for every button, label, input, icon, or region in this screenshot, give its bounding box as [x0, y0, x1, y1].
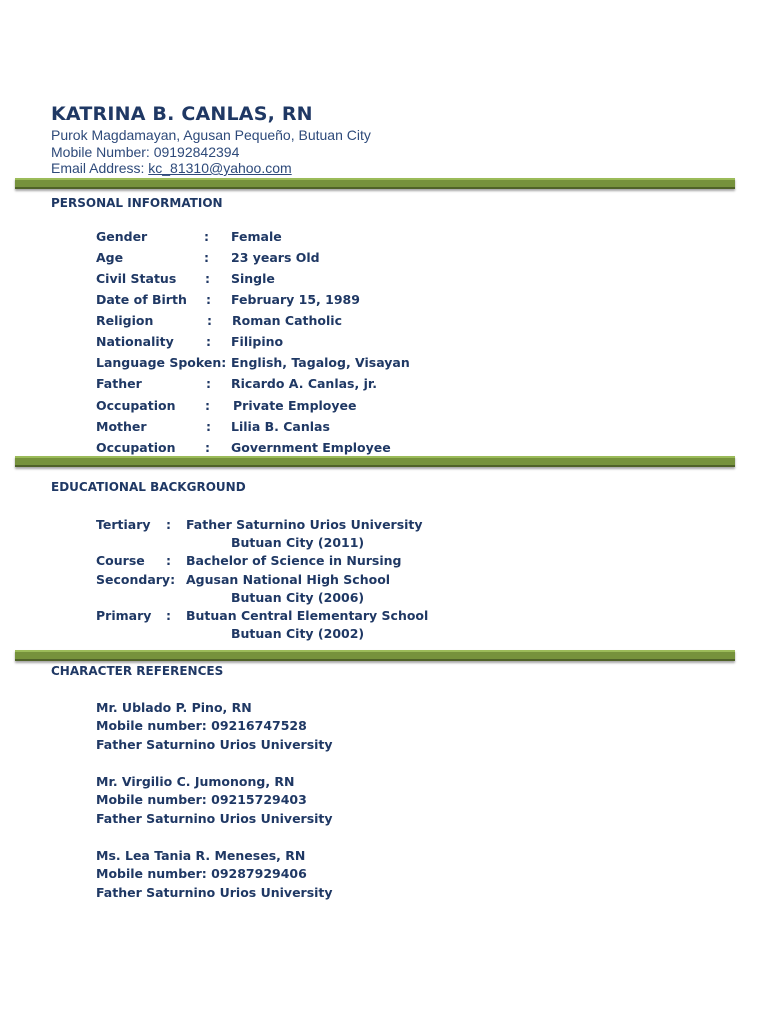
- info-value: English, Tagalog, Visayan: [231, 355, 410, 370]
- info-value: Roman Catholic: [232, 313, 342, 328]
- info-value: 23 years Old: [231, 250, 320, 265]
- info-value: Female: [231, 229, 282, 244]
- reference-org: Father Saturnino Urios University: [96, 885, 333, 900]
- tertiary-separator: :: [166, 517, 171, 532]
- info-label: Age: [96, 250, 124, 265]
- info-label: Date of Birth: [96, 292, 187, 307]
- info-label: Language Spoken:: [96, 355, 227, 370]
- info-separator: :: [207, 313, 212, 328]
- info-separator: :: [206, 419, 211, 434]
- info-value: Private Employee: [233, 398, 357, 413]
- reference-mobile: Mobile number: 09215729403: [96, 792, 307, 807]
- references-heading: CHARACTER REFERENCES: [51, 664, 224, 678]
- info-label: Civil Status: [96, 271, 177, 286]
- info-label: Occupation: [96, 398, 176, 413]
- address-line: Purok Magdamayan, Agusan Pequeño, Butuan City: [51, 127, 371, 143]
- info-value: Government Employee: [231, 440, 391, 455]
- course-separator: :: [166, 553, 171, 568]
- primary-label: Primary: [96, 608, 152, 623]
- info-separator: :: [206, 292, 211, 307]
- secondary-place: Butuan City (2006): [231, 590, 365, 605]
- info-separator: :: [205, 271, 210, 286]
- reference-name: Ms. Lea Tania R. Meneses, RN: [96, 848, 306, 863]
- reference-name: Mr. Ublado P. Pino, RN: [96, 700, 252, 715]
- reference-org: Father Saturnino Urios University: [96, 811, 333, 826]
- primary-separator: :: [166, 608, 171, 623]
- tertiary-label: Tertiary: [96, 517, 151, 532]
- info-value: Single: [231, 271, 275, 286]
- info-label: Father: [96, 376, 142, 391]
- primary-place: Butuan City (2002): [231, 626, 365, 641]
- info-value: Ricardo A. Canlas, jr.: [231, 376, 377, 391]
- email-label: Email Address:: [51, 160, 149, 176]
- primary-school: Butuan Central Elementary School: [186, 608, 429, 623]
- course-value: Bachelor of Science in Nursing: [186, 553, 402, 568]
- info-separator: :: [206, 334, 211, 349]
- info-label: Mother: [96, 419, 147, 434]
- personal-info-heading: PERSONAL INFORMATION: [51, 196, 223, 210]
- info-value: Lilia B. Canlas: [231, 419, 330, 434]
- email-link[interactable]: kc_81310@yahoo.com: [148, 160, 292, 176]
- email-line: [51, 160, 292, 176]
- secondary-label: Secondary:: [96, 572, 176, 587]
- info-separator: :: [205, 398, 210, 413]
- info-separator: :: [206, 376, 211, 391]
- secondary-school: Agusan National High School: [186, 572, 391, 587]
- info-label: Gender: [96, 229, 148, 244]
- info-value: February 15, 1989: [231, 292, 360, 307]
- tertiary-school: Father Saturnino Urios University: [186, 517, 423, 532]
- info-separator: :: [205, 440, 210, 455]
- info-value: Filipino: [231, 334, 284, 349]
- info-label: Religion: [96, 313, 154, 328]
- reference-name: Mr. Virgilio C. Jumonong, RN: [96, 774, 295, 789]
- reference-org: Father Saturnino Urios University: [96, 737, 333, 752]
- info-label: Occupation: [96, 440, 176, 455]
- tertiary-place: Butuan City (2011): [231, 535, 365, 550]
- section-divider: [15, 456, 735, 467]
- reference-mobile: Mobile number: 09287929406: [96, 866, 307, 881]
- mobile-line: Mobile Number: 09192842394: [51, 144, 240, 160]
- course-label: Course: [96, 553, 145, 568]
- applicant-name: KATRINA B. CANLAS, RN: [51, 103, 313, 125]
- section-divider: [15, 178, 735, 189]
- education-heading: EDUCATIONAL BACKGROUND: [51, 480, 246, 494]
- section-divider: [15, 650, 735, 661]
- info-separator: :: [204, 229, 209, 244]
- reference-mobile: Mobile number: 09216747528: [96, 718, 307, 733]
- info-separator: :: [204, 250, 209, 265]
- info-label: Nationality: [96, 334, 174, 349]
